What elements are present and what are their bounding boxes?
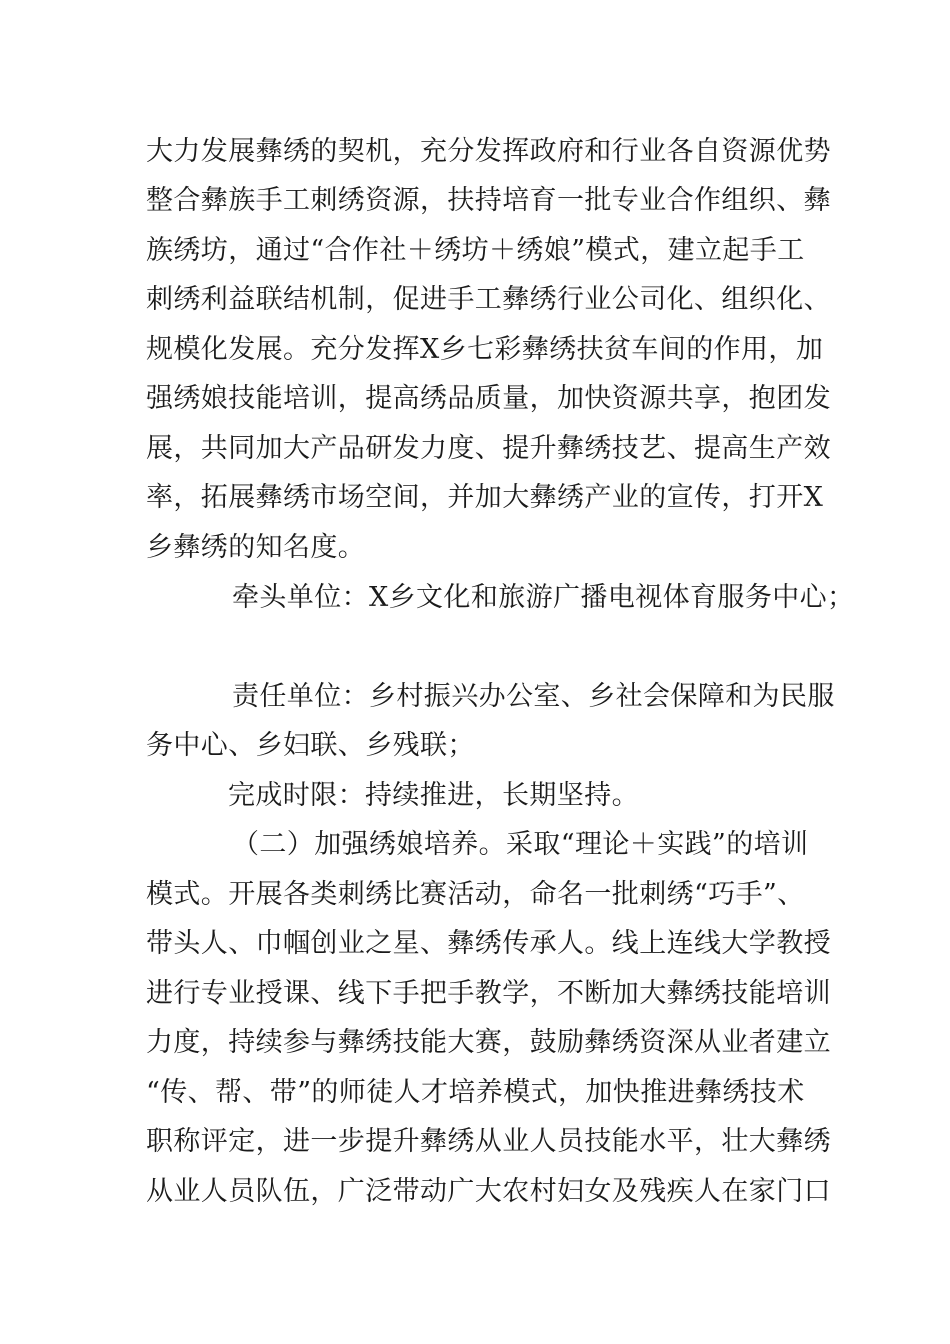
paragraph-line: 族绣坊，通过“合作社＋绣坊＋绣娘”模式，建立起手工 xyxy=(146,235,805,266)
paragraph-line: 带头人、巾帼创业之星、彝绣传承人。线上连线大学教授 xyxy=(146,928,831,959)
paragraph-line: 展，共同加大产品研发力度、提升彝绣技艺、提高生产效 xyxy=(146,433,831,464)
deadline-line: 完成时限：持续推进，长期坚持。 xyxy=(228,780,639,811)
paragraph-line: 务中心、乡妇联、乡残联； xyxy=(146,730,475,761)
paragraph-line: 率，拓展彝绣市场空间，并加大彝绣产业的宣传，打开X xyxy=(146,482,824,513)
paragraph-line: 强绣娘技能培训，提高绣品质量，加快资源共享，抱团发 xyxy=(146,383,831,414)
responsible-unit-line: 责任单位：乡村振兴办公室、乡社会保障和为民服 xyxy=(232,681,835,712)
paragraph-line: 刺绣利益联结机制，促进手工彝绣行业公司化、组织化、 xyxy=(146,284,831,315)
paragraph-line: 乡彝绣的知名度。 xyxy=(146,532,366,563)
lead-unit-line: 牵头单位：X乡文化和旅游广播电视体育服务中心； xyxy=(232,582,855,613)
paragraph-line: 力度，持续参与彝绣技能大赛，鼓励彝绣资深从业者建立 xyxy=(146,1027,831,1058)
paragraph-line: 模式。开展各类刺绣比赛活动，命名一批刺绣“巧手”、 xyxy=(146,879,805,910)
section-heading-line: （二）加强绣娘培养。采取“理论＋实践”的培训 xyxy=(232,829,809,860)
paragraph-line: 从业人员队伍，广泛带动广大农村妇女及残疾人在家门口 xyxy=(146,1176,831,1207)
paragraph-line: “传、帮、带”的师徒人才培养模式，加快推进彝绣技术 xyxy=(146,1077,805,1108)
paragraph-line: 规模化发展。充分发挥X乡七彩彝绣扶贫车间的作用，加 xyxy=(146,334,824,365)
paragraph-line: 大力发展彝绣的契机，充分发挥政府和行业各自资源优势 xyxy=(146,136,831,167)
paragraph-line: 整合彝族手工刺绣资源，扶持培育一批专业合作组织、彝 xyxy=(146,185,831,216)
paragraph-line: 进行专业授课、线下手把手教学，不断加大彝绣技能培训 xyxy=(146,978,831,1009)
paragraph-line: 职称评定，进一步提升彝绣从业人员技能水平，壮大彝绣 xyxy=(146,1126,831,1157)
